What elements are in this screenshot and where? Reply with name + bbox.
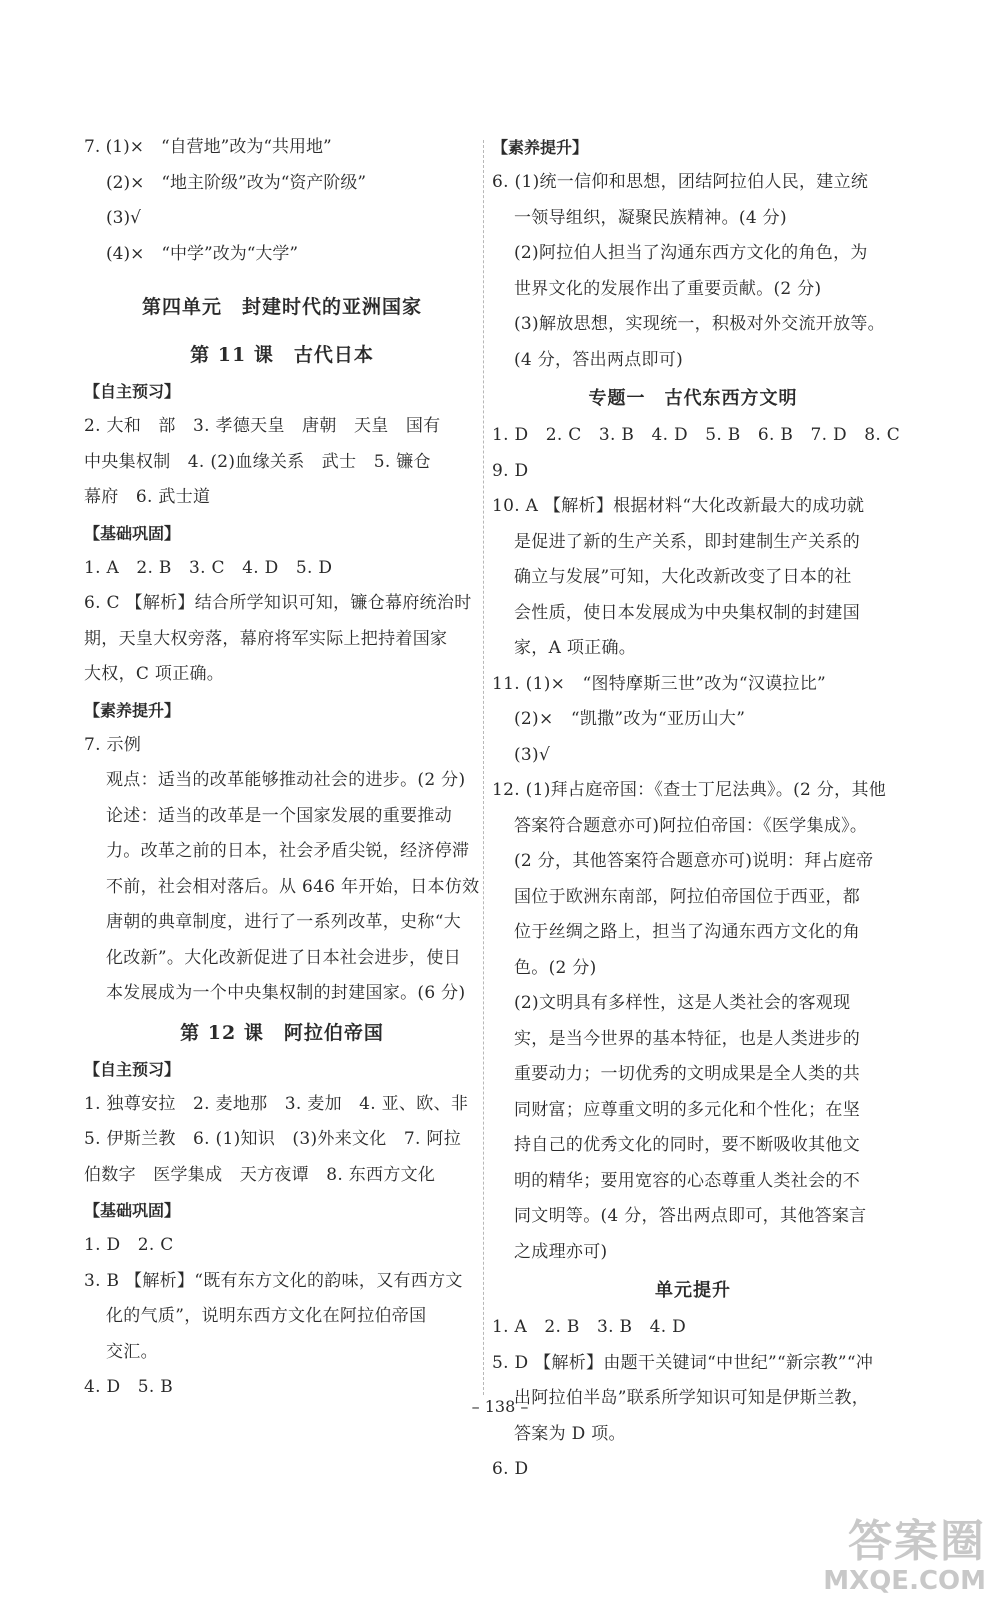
q10-line: 会性质，使日本发展成为中央集权制的封建国 — [514, 602, 860, 623]
preview-11-line: 幕府 6. 武士道 — [84, 487, 211, 507]
q12-line: 答案符合题意亦可)阿拉伯帝国：《医学集成》。 — [514, 815, 868, 836]
q6-line: (4 分，答出两点即可) — [514, 349, 684, 370]
q12-line: 色。(2 分) — [514, 957, 597, 978]
lesson-11-title: 第 11 课 古代日本 — [190, 344, 374, 366]
page-number: – 138 – — [471, 1397, 529, 1416]
q10-line: 10. A 【解析】根据材料“大化改新最大的成功就 — [492, 496, 865, 516]
basic-11-line: 期，天皇大权旁落，幕府将军实际上把持着国家 — [84, 628, 448, 649]
basic-12-line: 交汇。 — [106, 1341, 158, 1362]
q12-line: 明的精华；要用宽容的心态尊重人类社会的不 — [514, 1170, 860, 1191]
watermark-text: 答案圈 — [848, 1516, 986, 1567]
preview-12-line: 伯数字 医学集成 天方夜谭 8. 东西方文化 — [84, 1164, 436, 1185]
q12-line: 位于丝绸之路上，担当了沟通东西方文化的角 — [514, 922, 860, 942]
q11-line: (3)√ — [514, 744, 551, 765]
q6-line: 一领导组织，凝聚民族精神。(4 分) — [514, 207, 787, 228]
watermark-logo — [823, 1518, 986, 1596]
q12-line: 实，是当今世界的基本特征，也是人类进步的 — [514, 1028, 860, 1049]
q12-line: 持自己的优秀文化的同时，要不断吸收其他文 — [514, 1135, 860, 1155]
basic-12-line: 化的气质”，说明东西方文化在阿拉伯帝国 — [106, 1306, 427, 1326]
section-preview-12: 【自主预习】 — [84, 1059, 181, 1079]
q6-line: (2)阿拉伯人担当了沟通东西方文化的角色，为 — [514, 243, 868, 263]
topic-title: 专题一 古代东西方文明 — [588, 388, 798, 409]
q6-line: (3)解放思想，实现统一，积极对外交流开放等。 — [514, 314, 885, 334]
preview-11-line: 2. 大和 部 3. 孝德天皇 唐朝 天皇 国有 — [84, 416, 441, 436]
q10-line: 确立与发展”可知，大化改新改变了日本的社 — [514, 567, 852, 587]
q11-line: (2)× “凯撒”改为“亚历山大” — [514, 709, 746, 729]
improve-11-line: 论述：适当的改革是一个国家发展的重要推动 — [106, 805, 452, 826]
unit-title: 第四单元 封建时代的亚洲国家 — [141, 296, 422, 318]
basic-12-line: 3. B 【解析】“既有东方文化的韵味，又有西方文 — [84, 1270, 463, 1291]
basic-11-choices: 1. A 2. B 3. C 4. D 5. D — [84, 557, 333, 578]
improve-11-line: 观点：适当的改革能够推动社会的进步。(2 分) — [106, 770, 466, 790]
improve-11-line: 7. 示例 — [84, 734, 142, 755]
topic-choices-2: 9. D — [492, 460, 529, 481]
lesson-12-title: 第 12 课 阿拉伯帝国 — [180, 1021, 384, 1044]
topic-choices: 1. D 2. C 3. B 4. D 5. B 6. B 7. D 8. C — [492, 425, 901, 445]
q12-line: 同财富；应尊重文明的多元化和个性化；在坚 — [514, 1099, 860, 1120]
basic-12-choices-2: 4. D 5. B — [84, 1377, 174, 1397]
q12-line: 之成理亦可) — [514, 1241, 608, 1262]
q12-line: (2)文明具有多样性，这是人类社会的客观现 — [514, 993, 851, 1013]
basic-11-line: 6. C 【解析】结合所学知识可知，镰仓幕府统治时 — [84, 593, 472, 613]
basic-12-choices: 1. D 2. C — [84, 1235, 174, 1255]
q5-line: 5. D 【解析】由题干关键词“中世纪”“新宗教”“冲 — [492, 1352, 874, 1373]
q6-line: 世界文化的发展作出了重要贡献。(2 分) — [514, 278, 822, 299]
preview-12-line: 1. 独尊安拉 2. 麦地那 3. 麦加 4. 亚、欧、非 — [84, 1093, 469, 1114]
q5-line: 答案为 D 项。 — [514, 1423, 626, 1444]
section-improve-11: 【素养提升】 — [84, 700, 181, 720]
q11-line: 11. (1)× “图特摩斯三世”改为“汉谟拉比” — [492, 673, 827, 694]
improve-11-line: 化改新”。大化改新促进了日本社会进步，使日 — [106, 947, 461, 968]
section-basic-12: 【基础巩固】 — [84, 1201, 181, 1220]
unit-q6: 6. D — [492, 1459, 529, 1479]
q7-line-1: 7. (1)× “自营地”改为“共用地” — [84, 137, 332, 157]
basic-11-line: 大权，C 项正确。 — [84, 664, 225, 684]
improve-11-line: 唐朝的典章制度，进行了一系列改革，史称“大 — [106, 912, 461, 932]
q7-line-2: (2)× “地主阶级”改为“资产阶级” — [106, 172, 367, 193]
right-column — [492, 130, 901, 1488]
left-column — [84, 130, 480, 1406]
unit-review-title: 单元提升 — [655, 1280, 731, 1301]
improve-11-line: 不前，社会相对落后。从 646 年开始，日本仿效 — [106, 876, 480, 897]
section-improve-12: 【素养提升】 — [492, 138, 589, 157]
q10-line: 家，A 项正确。 — [514, 638, 637, 658]
improve-11-line: 本发展成为一个中央集权制的封建国家。(6 分) — [106, 983, 466, 1003]
section-preview-11: 【自主预习】 — [84, 382, 181, 401]
improve-11-line: 力。改革之前的日本，社会矛盾尖锐，经济停滞 — [106, 841, 470, 861]
q12-line: 12. (1)拜占庭帝国：《查士丁尼法典》。(2 分，其他 — [492, 780, 887, 800]
column-divider — [483, 140, 484, 1395]
preview-11-line: 中央集权制 4. (2)血缘关系 武士 5. 镰仓 — [84, 451, 431, 472]
q12-line: (2 分，其他答案符合题意亦可)说明：拜占庭帝 — [514, 851, 874, 871]
q12-line: 国位于欧洲东南部，阿拉伯帝国位于西亚，都 — [514, 886, 860, 907]
watermark-domain: MXQE.COM — [823, 1566, 986, 1596]
q12-line: 重要动力；一切优秀的文明成果是全人类的共 — [514, 1064, 860, 1084]
q10-line: 是促进了新的生产关系，即封建制生产关系的 — [514, 531, 860, 552]
preview-12-line: 5. 伊斯兰教 6. (1)知识 (3)外来文化 7. 阿拉 — [84, 1129, 462, 1149]
q7-line-3: (3)√ — [106, 208, 141, 228]
q6-line: 6. (1)统一信仰和思想，团结阿拉伯人民，建立统 — [492, 172, 869, 192]
section-basic-11: 【基础巩固】 — [84, 523, 181, 543]
q12-line: 同文明等。(4 分，答出两点即可，其他答案言 — [514, 1206, 867, 1226]
q7-line-4: (4)× “中学”改为“大学” — [106, 243, 299, 264]
unit-choices: 1. A 2. B 3. B 4. D — [492, 1317, 687, 1337]
q5-line: 出阿拉伯半岛”联系所学知识可知是伊斯兰教， — [514, 1388, 869, 1408]
